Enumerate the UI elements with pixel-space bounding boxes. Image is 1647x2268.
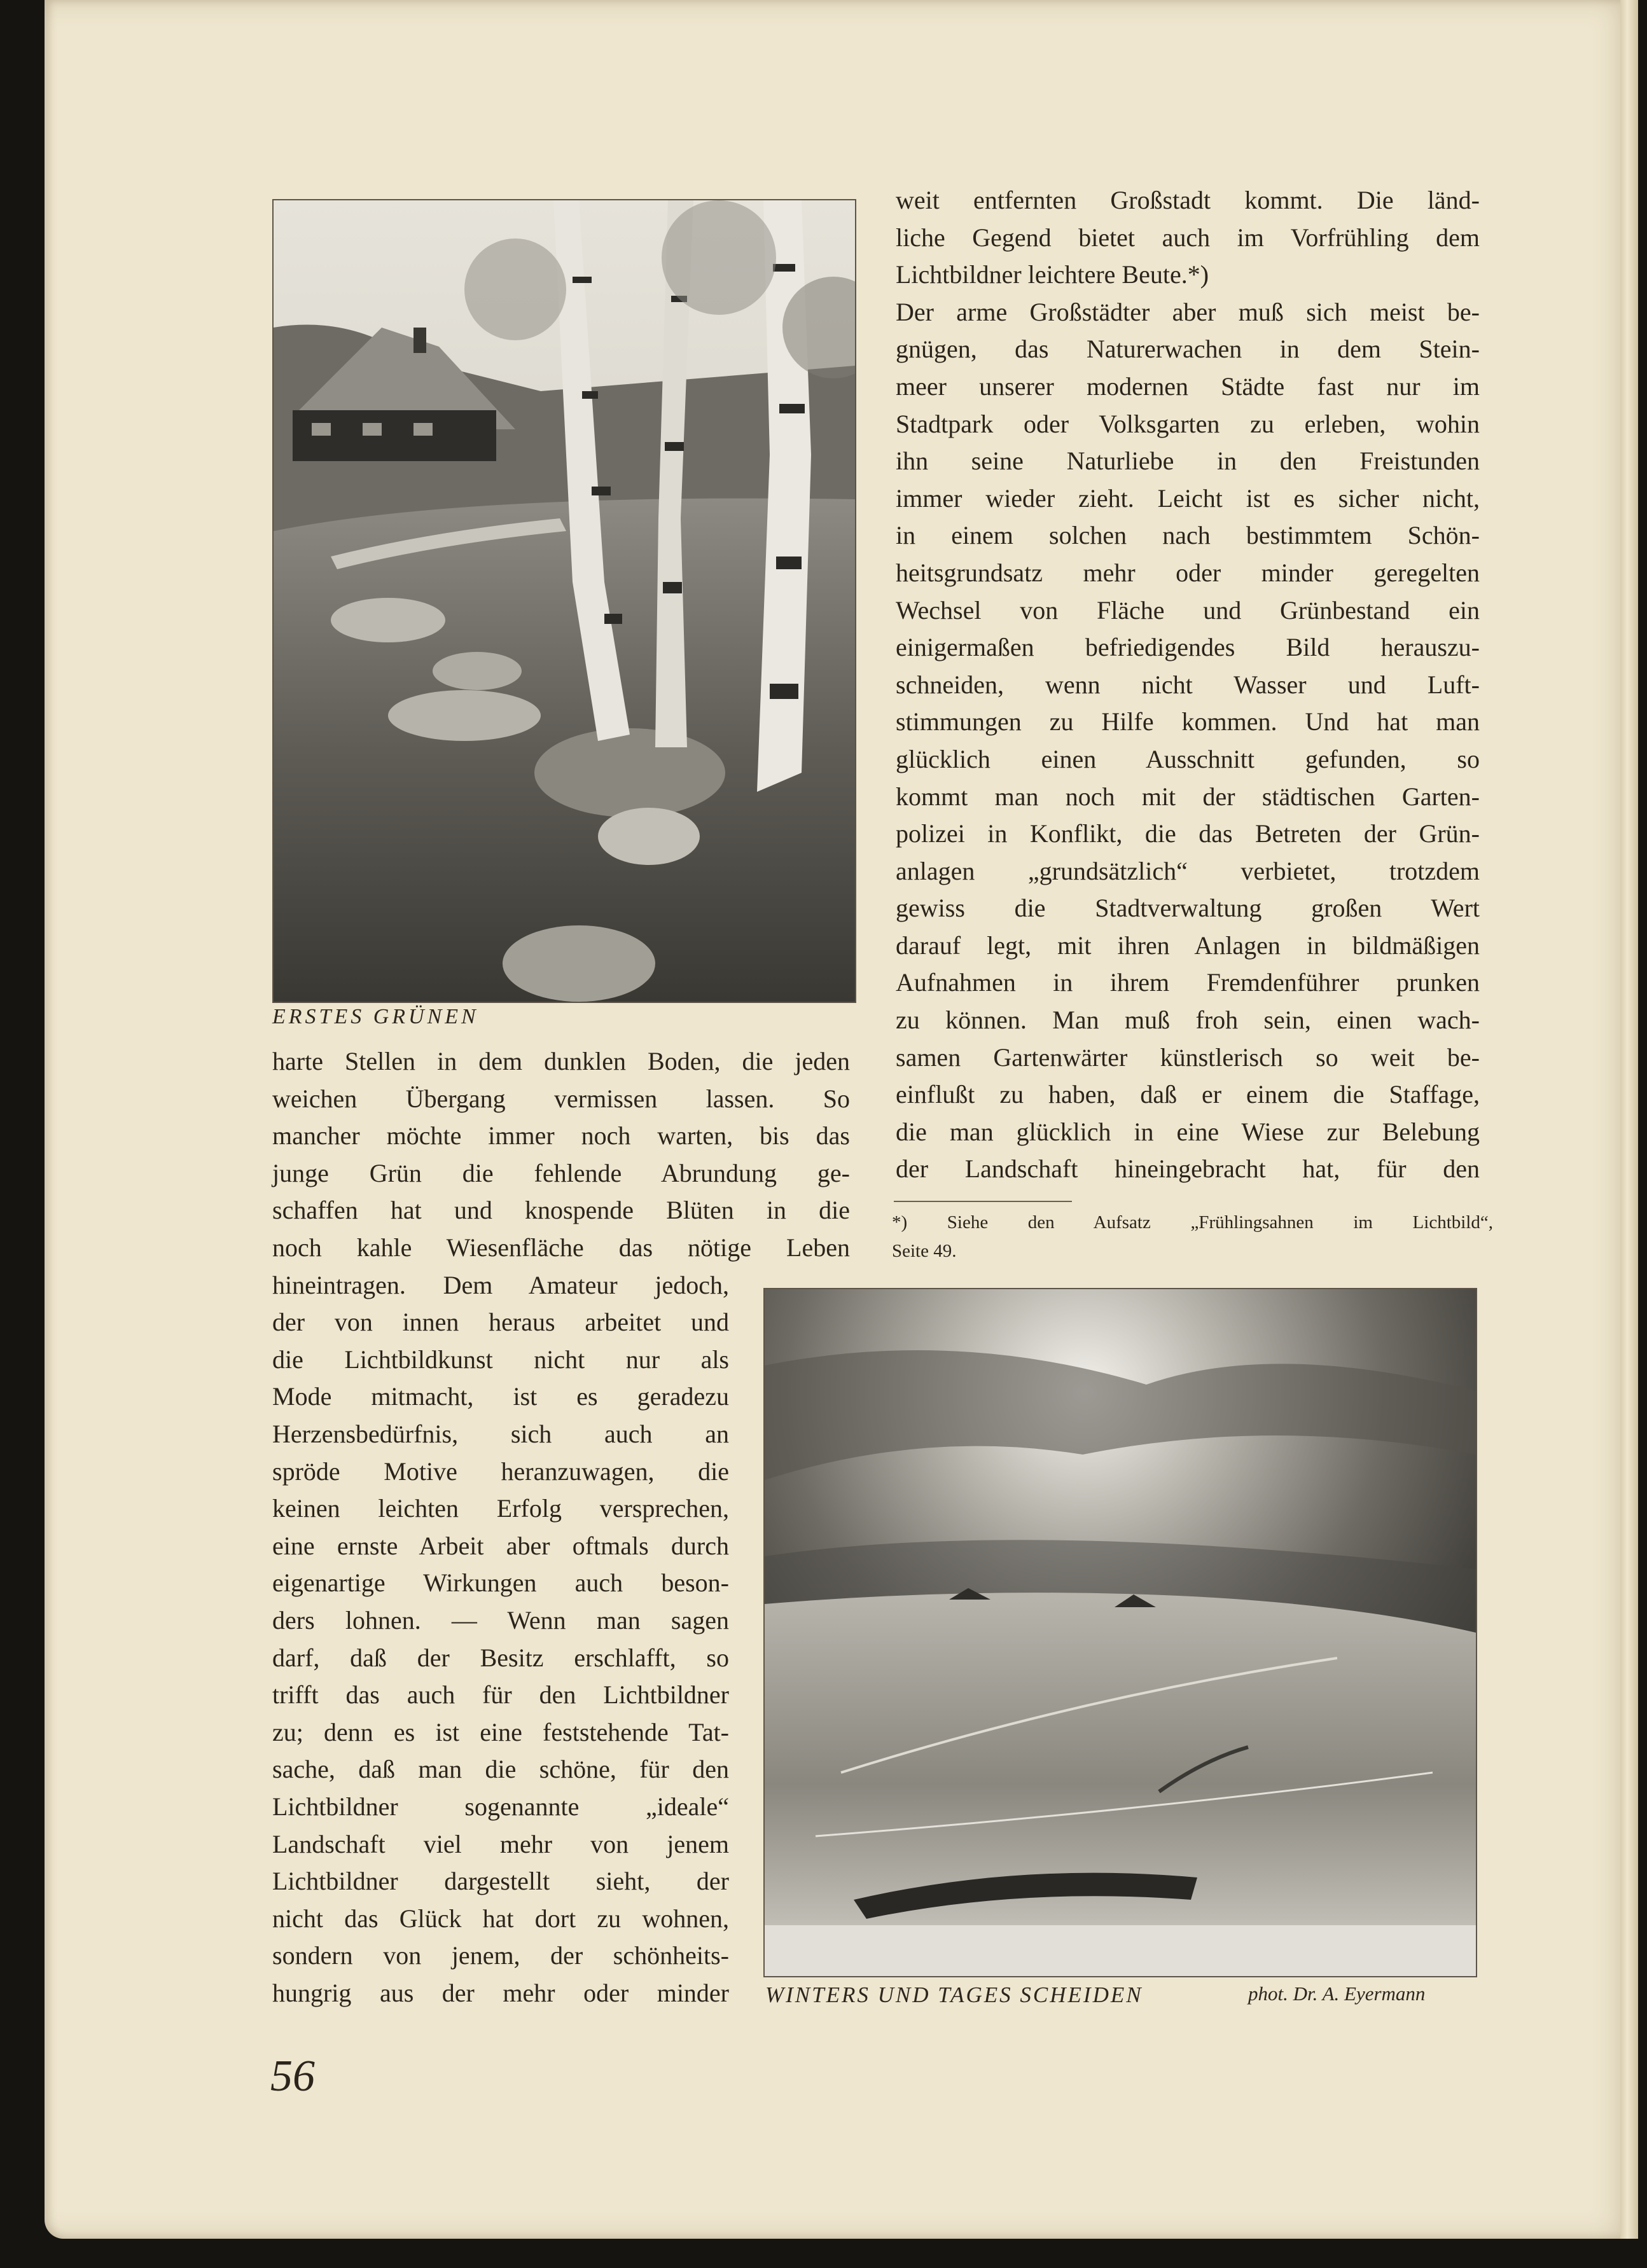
text-line: Stadtpark oder Volksgarten zu erleben, wohin	[896, 409, 1480, 438]
right-column-text	[896, 182, 1480, 1188]
text-line: gnügen, das Naturerwachen in dem Stein-	[896, 335, 1480, 364]
text-line: zu; denn es ist eine feststehende Tat-	[272, 1717, 729, 1746]
text-line: anlagen „grundsätzlich“ verbietet, trotzdem	[896, 856, 1480, 885]
text-line: liche Gegend bietet auch im Vorfrühling dem	[896, 223, 1480, 252]
text-line: in einem solchen nach bestimmtem Schön-	[896, 521, 1480, 550]
page-number: 56	[270, 2052, 315, 2101]
text-line: sondern von jenem, der schönheits-	[272, 1941, 729, 1970]
page-edge	[1620, 0, 1638, 2239]
text-line: mancher möchte immer noch warten, bis das	[272, 1121, 850, 1151]
text-line: nicht das Glück hat dort zu wohnen,	[272, 1904, 729, 1933]
footnote-rule	[894, 1201, 1072, 1202]
text-line: zu können. Man muß froh sein, einen wach-	[896, 1006, 1480, 1035]
text-line: glücklich einen Ausschnitt gefunden, so	[896, 744, 1480, 773]
text-line: Aufnahmen in ihrem Fremdenführer prunken	[896, 968, 1480, 997]
landscape-photo-birches-farmhouse	[274, 200, 855, 1002]
text-line: hineintragen. Dem Amateur jedoch,	[272, 1270, 729, 1299]
text-line: meer unserer modernen Städte fast nur im	[896, 371, 1480, 401]
text-line: ders lohnen. — Wenn man sagen	[272, 1605, 729, 1635]
photo-erstes-gruenen	[272, 199, 856, 1003]
text-line: einflußt zu haben, daß er einem die Staffage,	[896, 1080, 1480, 1109]
text-line: heitsgrundsatz mehr oder minder geregelten	[896, 558, 1480, 587]
text-line: darauf legt, mit ihren Anlagen in bildmäßigen	[896, 930, 1480, 960]
left-column-text-wide	[272, 1043, 850, 1267]
text-line: trifft das auch für den Lichtbildner	[272, 1680, 729, 1710]
text-line: harte Stellen in dem dunklen Boden, die jeden	[272, 1047, 850, 1075]
text-line: spröde Motive heranzuwagen, die	[272, 1456, 729, 1486]
footnote-line: Seite 49.	[892, 1241, 957, 1261]
text-line: ihn seine Naturliebe in den Freistunden	[896, 446, 1480, 476]
photo2-credit: phot. Dr. A. Eyermann	[1248, 1982, 1426, 2005]
text-line: einigermaßen befriedigendes Bild herauszu-	[896, 633, 1480, 662]
text-line: Landschaft viel mehr von jenem	[272, 1829, 729, 1858]
text-line: Mode mitmacht, ist es geradezu	[272, 1382, 729, 1411]
text-line: der Landschaft hineingebracht hat, für den	[896, 1154, 1480, 1184]
text-line: eigenartige Wirkungen auch beson-	[272, 1568, 729, 1598]
text-line: der von innen heraus arbeitet und	[272, 1308, 729, 1337]
text-line: samen Gartenwärter künstlerisch so weit be-	[896, 1042, 1480, 1072]
photo2-caption: WINTERS UND TAGES SCHEIDEN	[765, 1982, 1143, 2007]
landscape-photo-snowy-hill-sunset	[765, 1289, 1476, 1976]
text-line: junge Grün die fehlende Abrundung ge-	[272, 1158, 850, 1187]
text-line: die man glücklich in eine Wiese zur Belebung	[896, 1117, 1480, 1146]
text-line: Lichtbildner dargestellt sieht, der	[272, 1867, 729, 1896]
text-line: Wechsel von Fläche und Grünbestand ein	[896, 595, 1480, 625]
text-line: noch kahle Wiesenfläche das nötige Leben	[272, 1233, 850, 1262]
footnote-line: *) Siehe den Aufsatz „Frühlingsahnen im Lichtbild“,	[892, 1212, 1493, 1233]
photo-winters-und-tages-scheiden	[763, 1288, 1477, 1977]
text-line: Lichtbildner leichtere Beute.*)	[896, 260, 1209, 289]
footnote	[892, 1208, 1493, 1266]
text-line: die Lichtbildkunst nicht nur als	[272, 1345, 729, 1374]
text-line: schneiden, wenn nicht Wasser und Luft-	[896, 670, 1480, 699]
text-line: hungrig aus der mehr oder minder	[272, 1978, 729, 2007]
text-line: sache, daß man die schöne, für den	[272, 1755, 729, 1784]
text-line: kommt man noch mit der städtischen Garten-	[896, 782, 1480, 811]
text-line: stimmungen zu Hilfe kommen. Und hat man	[896, 707, 1480, 736]
text-line: darf, daß der Besitz erschlafft, so	[272, 1643, 729, 1672]
text-line: polizei in Konflikt, die das Betreten der Grün-	[896, 819, 1480, 848]
left-column-text-narrow	[272, 1267, 729, 2012]
text-line: keinen leichten Erfolg versprechen,	[272, 1494, 729, 1523]
text-line: weichen Übergang vermissen lassen. So	[272, 1084, 850, 1113]
text-line: Lichtbildner sogenannte „ideale“	[272, 1792, 729, 1821]
text-line: Herzensbedürfnis, sich auch an	[272, 1419, 729, 1448]
text-line: Der arme Großstädter aber muß sich meist be-	[896, 297, 1480, 326]
text-line: eine ernste Arbeit aber oftmals durch	[272, 1531, 729, 1560]
text-line: immer wieder zieht. Leicht ist es sicher nicht,	[896, 483, 1480, 513]
photo1-caption: ERSTES GRÜNEN	[272, 1005, 479, 1028]
text-line: gewiss die Stadtverwaltung großen Wert	[896, 894, 1480, 923]
text-line: weit entfernten Großstadt kommt. Die länd-	[896, 186, 1480, 214]
text-line: schaffen hat und knospende Blüten in die	[272, 1196, 850, 1225]
